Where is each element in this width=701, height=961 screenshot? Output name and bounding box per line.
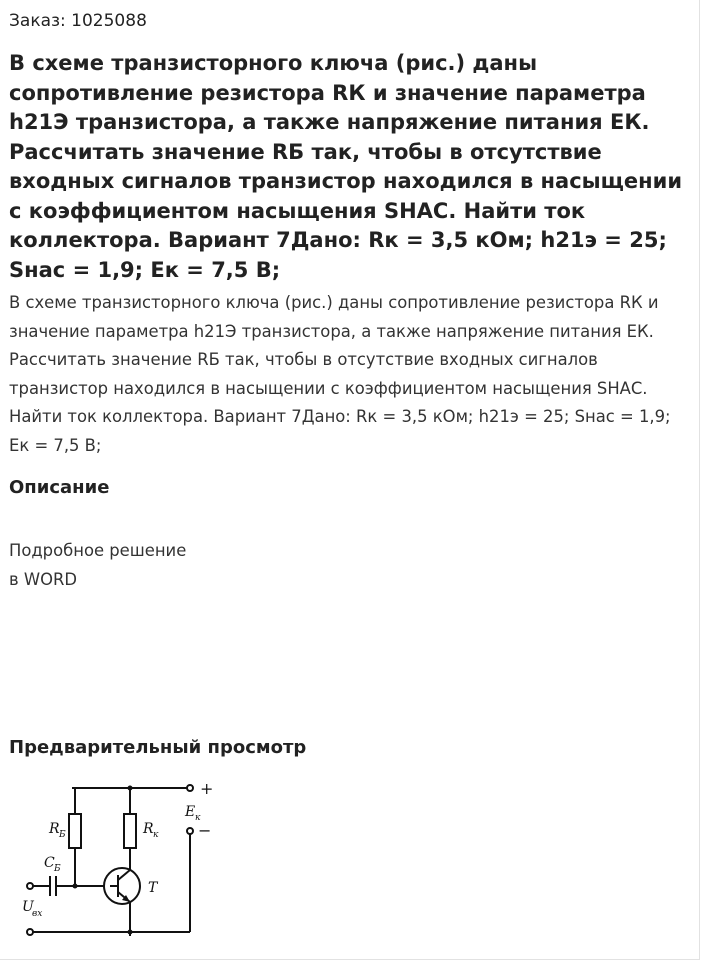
junction-rk xyxy=(128,786,133,791)
ek-label: E xyxy=(185,804,196,820)
preview-section-title: Предварительный просмотр xyxy=(9,737,307,758)
plus-label: + xyxy=(200,779,214,798)
description-section-title: Описание xyxy=(9,477,110,498)
minus-label: − xyxy=(198,821,212,840)
ek-subscript: к xyxy=(195,813,201,823)
transistor-body xyxy=(104,868,140,904)
input-terminal xyxy=(27,883,33,889)
transistor-label: T xyxy=(148,880,158,896)
ground-terminal xyxy=(27,929,33,935)
minus-terminal xyxy=(187,828,193,834)
plus-terminal xyxy=(187,785,193,791)
cb-label: C xyxy=(44,855,55,871)
order-number: Заказ: 1025088 xyxy=(9,11,147,31)
solution-note-line-1: Подробное решение xyxy=(9,541,187,560)
task-heading: В схеме транзисторного ключа (рис.) даны сопротивление резистора RК и значение параметра h21Э транзистора, а также напряжение питания ЕК. Рассчитать значение RБ так, чтобы в отсутствие входных сигналов транзистор находился в насыщении с коэффициентом насыщения SНАС. Найти ток коллектора. Вариант 7Дано: Rк = 3,5 кОм; h21э = 25; Sнас = 1,9; Ек = 7,5 В; xyxy=(9,51,683,282)
solution-note xyxy=(9,537,186,594)
task-description: В схеме транзисторного ключа (рис.) даны сопротивление резистора RК и значение параметра h21Э транзистора, а также напряжение питания ЕК. Рассчитать значение RБ так, чтобы в отсутствие входных сигналов транзистор находился в насыщении с коэффициентом насыщения SНАС. Найти ток коллектора. Вариант 7Дано: Rк = 3,5 кОм; h21э = 25; Sнас = 1,9; Ек = 7,5 В; xyxy=(9,293,671,455)
cb-subscript: Б xyxy=(54,864,61,874)
resistor-rk xyxy=(124,814,136,848)
rb-label: R xyxy=(49,821,60,837)
uin-label: U xyxy=(22,899,34,915)
solution-note-line-2: в WORD xyxy=(9,569,77,589)
rk-label: R xyxy=(143,821,154,837)
junction-emitter xyxy=(128,930,133,935)
rk-subscript: к xyxy=(153,830,159,840)
rb-subscript: Б xyxy=(59,830,66,840)
resistor-rb xyxy=(69,814,81,848)
junction-rb xyxy=(73,884,78,889)
uin-subscript: вх xyxy=(32,909,43,919)
circuit-diagram xyxy=(22,776,222,961)
